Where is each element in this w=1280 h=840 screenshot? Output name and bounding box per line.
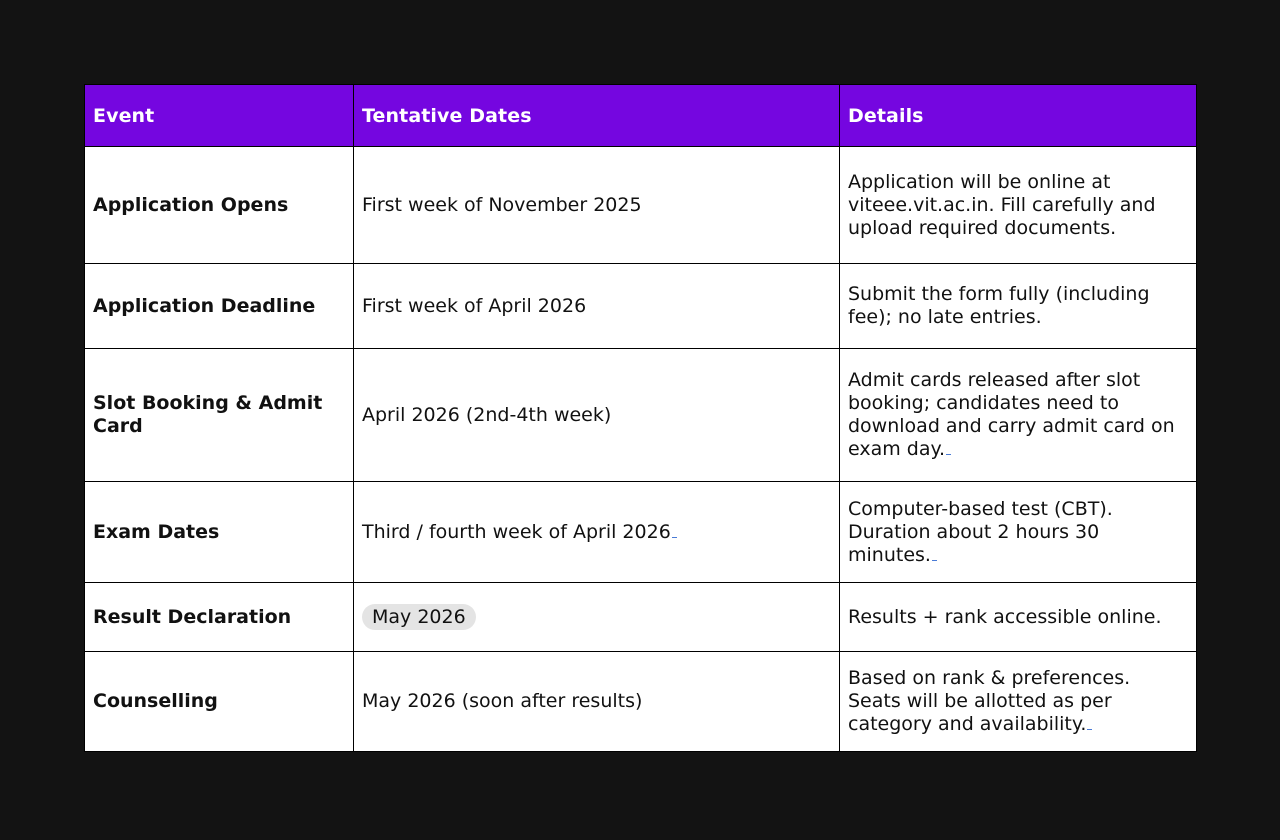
event-cell: Result Declaration: [85, 583, 354, 652]
dates-cell: [354, 482, 840, 583]
details-text: Based on rank & preferences. Seats will be allotted as per category and availability.: [848, 667, 1131, 735]
table-header-row: [85, 85, 1197, 147]
table-row: [85, 147, 1197, 264]
header-tentative-dates: Tentative Dates: [354, 85, 840, 147]
event-cell: Slot Booking & Admit Card: [85, 349, 354, 482]
event-cell: Exam Dates: [85, 482, 354, 583]
details-cell: Application will be online at viteee.vit.ac.in. Fill carefully and upload required documents.: [840, 147, 1197, 264]
dates-cell: First week of April 2026: [354, 264, 840, 349]
details-text: Admit cards released after slot booking; candidates need to download and carry admit card on exam day.: [848, 369, 1175, 460]
schedule-table: [84, 84, 1197, 752]
dates-cell: First week of November 2025: [354, 147, 840, 264]
dates-cell: May 2026 (soon after results): [354, 652, 840, 752]
citation-link-icon[interactable]: [1087, 728, 1092, 730]
citation-link-icon[interactable]: [932, 559, 937, 561]
header-details: Details: [840, 85, 1197, 147]
details-cell: Results + rank accessible online.: [840, 583, 1197, 652]
details-cell: [840, 652, 1197, 752]
header-event: Event: [85, 85, 354, 147]
citation-link-icon[interactable]: [672, 536, 677, 538]
details-text: Computer-based test (CBT). Duration about 2 hours 30 minutes.: [848, 497, 1113, 566]
table-row: [85, 652, 1197, 752]
date-chip[interactable]: May 2026: [362, 604, 476, 630]
dates-cell: [354, 583, 840, 652]
table-row: [85, 482, 1197, 583]
table-row: [85, 349, 1197, 482]
details-cell: [840, 482, 1197, 583]
event-cell: Application Deadline: [85, 264, 354, 349]
details-cell: [840, 349, 1197, 482]
dates-cell: April 2026 (2nd-4th week): [354, 349, 840, 482]
table-row: [85, 264, 1197, 349]
citation-link-icon[interactable]: [946, 453, 951, 455]
details-cell: Submit the form fully (including fee); no late entries.: [840, 264, 1197, 349]
schedule-table-container: [84, 84, 1196, 752]
dates-text: Third / fourth week of April 2026: [362, 520, 671, 543]
event-cell: Application Opens: [85, 147, 354, 264]
event-cell: Counselling: [85, 652, 354, 752]
table-row: [85, 583, 1197, 652]
